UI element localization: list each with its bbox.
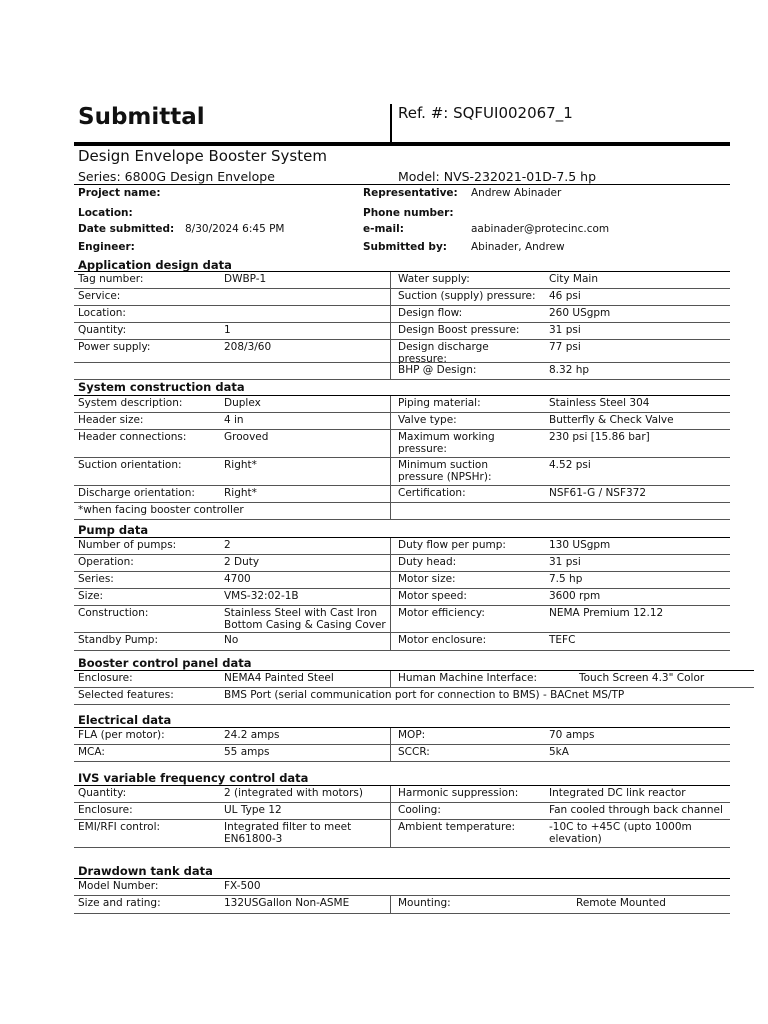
table-cell: 130 USgpm bbox=[549, 539, 611, 551]
table-cell: Butterfly & Check Valve bbox=[549, 414, 674, 426]
table-cell: -10C to +45C (upto 1000m elevation) bbox=[549, 821, 692, 845]
table-cell: Tag number: bbox=[78, 273, 144, 285]
electrical-section-title: Electrical data bbox=[78, 713, 172, 727]
table-cell: 4700 bbox=[224, 573, 251, 585]
table-row bbox=[74, 537, 730, 555]
table-cell: MOP: bbox=[398, 729, 426, 741]
table-row bbox=[74, 363, 730, 380]
table-cell: Ambient temperature: bbox=[398, 821, 516, 833]
model-text: Model: NVS-232021-01D-7.5 hp bbox=[398, 169, 597, 184]
column-divider bbox=[390, 555, 391, 571]
table-cell: Size and rating: bbox=[78, 897, 161, 909]
table-row bbox=[74, 340, 730, 363]
table-cell: Grooved bbox=[224, 431, 269, 443]
column-divider bbox=[390, 323, 391, 339]
table-cell: FLA (per motor): bbox=[78, 729, 165, 741]
tank-table bbox=[74, 878, 730, 914]
pump-section-title: Pump data bbox=[78, 523, 149, 537]
table-cell: Design flow: bbox=[398, 307, 463, 319]
table-cell: Design Boost pressure: bbox=[398, 324, 520, 336]
table-cell: NSF61-G / NSF372 bbox=[549, 487, 647, 499]
table-cell: Minimum suction pressure (NPSHr): bbox=[398, 459, 492, 483]
column-divider bbox=[390, 745, 391, 761]
table-cell: Discharge orientation: bbox=[78, 487, 195, 499]
table-row bbox=[74, 820, 730, 848]
date-submitted-value: 8/30/2024 6:45 PM bbox=[185, 223, 285, 235]
table-cell: Touch Screen 4.3" Color bbox=[579, 672, 705, 684]
table-cell: Cooling: bbox=[398, 804, 441, 816]
table-cell: 46 psi bbox=[549, 290, 581, 302]
table-cell: 1 bbox=[224, 324, 231, 336]
table-row bbox=[74, 572, 730, 589]
table-cell: Design discharge pressure: bbox=[398, 341, 489, 365]
table-cell: BMS Port (serial communication port for connection to BMS) - BACnet MS/TP bbox=[224, 689, 625, 701]
table-row bbox=[74, 803, 730, 820]
table-row bbox=[74, 896, 730, 914]
table-cell: Motor enclosure: bbox=[398, 634, 487, 646]
table-row bbox=[74, 785, 730, 803]
table-cell: Water supply: bbox=[398, 273, 470, 285]
table-cell: Remote Mounted bbox=[576, 897, 666, 909]
table-cell: Integrated DC link reactor bbox=[549, 787, 686, 799]
table-cell: Motor size: bbox=[398, 573, 456, 585]
table-row bbox=[74, 413, 730, 430]
table-cell: Standby Pump: bbox=[78, 634, 158, 646]
column-divider bbox=[390, 503, 391, 519]
table-cell: Stainless Steel 304 bbox=[549, 397, 650, 409]
table-row bbox=[74, 670, 754, 688]
table-cell: Integrated filter to meet EN61800-3 bbox=[224, 821, 352, 845]
table-cell: Selected features: bbox=[78, 689, 174, 701]
table-cell: Certification: bbox=[398, 487, 466, 499]
control-table bbox=[74, 670, 754, 705]
table-cell: NEMA4 Painted Steel bbox=[224, 672, 334, 684]
column-divider bbox=[390, 896, 391, 913]
submitted-by-value: Abinader, Andrew bbox=[471, 241, 565, 253]
table-cell: 70 amps bbox=[549, 729, 595, 741]
table-cell: FX-500 bbox=[224, 880, 261, 892]
table-cell: 230 psi [15.86 bar] bbox=[549, 431, 650, 443]
table-row bbox=[74, 633, 730, 651]
table-cell: Duty head: bbox=[398, 556, 457, 568]
table-cell: System description: bbox=[78, 397, 183, 409]
project-name-label: Project name: bbox=[78, 187, 161, 199]
reference-number: Ref. #: SQFUI002067_1 bbox=[398, 104, 573, 122]
table-cell: *when facing booster controller bbox=[78, 504, 244, 516]
column-divider bbox=[390, 340, 391, 362]
column-divider bbox=[390, 786, 391, 802]
column-divider bbox=[390, 486, 391, 502]
email-label: e-mail: bbox=[363, 223, 404, 235]
table-cell: Right* bbox=[224, 487, 257, 499]
table-row bbox=[74, 878, 730, 896]
column-divider bbox=[390, 306, 391, 322]
column-divider bbox=[390, 396, 391, 412]
table-cell: 7.5 hp bbox=[549, 573, 583, 585]
table-cell: Enclosure: bbox=[78, 804, 133, 816]
table-cell: 24.2 amps bbox=[224, 729, 280, 741]
control-section-title: Booster control panel data bbox=[78, 656, 252, 670]
column-divider bbox=[390, 363, 391, 379]
table-cell: TEFC bbox=[549, 634, 576, 646]
table-cell: 3600 rpm bbox=[549, 590, 601, 602]
table-cell: 260 USgpm bbox=[549, 307, 611, 319]
table-cell: 77 psi bbox=[549, 341, 581, 353]
construction-section-title: System construction data bbox=[78, 380, 245, 394]
table-cell: 31 psi bbox=[549, 556, 581, 568]
table-cell: Header size: bbox=[78, 414, 144, 426]
table-cell: Motor efficiency: bbox=[398, 607, 485, 619]
tank-section-title: Drawdown tank data bbox=[78, 864, 213, 878]
table-cell: 132USGallon Non-ASME bbox=[224, 897, 350, 909]
header-rule bbox=[74, 142, 730, 146]
column-divider bbox=[390, 289, 391, 305]
table-cell: Motor speed: bbox=[398, 590, 467, 602]
table-cell: Right* bbox=[224, 459, 257, 471]
column-divider bbox=[390, 413, 391, 429]
table-cell: Harmonic suppression: bbox=[398, 787, 519, 799]
table-cell: 2 (integrated with motors) bbox=[224, 787, 363, 799]
table-cell: SCCR: bbox=[398, 746, 430, 758]
table-row bbox=[74, 727, 730, 745]
table-row bbox=[74, 589, 730, 606]
pump-table bbox=[74, 537, 730, 651]
header-divider bbox=[390, 104, 392, 142]
table-row bbox=[74, 606, 730, 633]
table-cell: Duplex bbox=[224, 397, 261, 409]
electrical-table bbox=[74, 727, 730, 762]
table-row bbox=[74, 745, 730, 762]
table-cell: Power supply: bbox=[78, 341, 151, 353]
submitted-by-label: Submitted by: bbox=[363, 241, 447, 253]
application-table bbox=[74, 271, 730, 380]
table-row bbox=[74, 430, 730, 458]
application-section-title: Application design data bbox=[78, 258, 232, 272]
representative-value: Andrew Abinader bbox=[471, 187, 562, 199]
table-cell: Fan cooled through back channel bbox=[549, 804, 723, 816]
table-cell: Human Machine Interface: bbox=[398, 672, 538, 684]
table-cell: 5kA bbox=[549, 746, 569, 758]
column-divider bbox=[390, 430, 391, 457]
table-cell: Quantity: bbox=[78, 787, 127, 799]
table-row bbox=[74, 306, 730, 323]
table-row bbox=[74, 323, 730, 340]
table-cell: 2 Duty bbox=[224, 556, 260, 568]
table-cell: Enclosure: bbox=[78, 672, 133, 684]
table-row bbox=[74, 458, 730, 486]
column-divider bbox=[390, 671, 391, 687]
representative-label: Representative: bbox=[363, 187, 458, 199]
table-cell: Suction orientation: bbox=[78, 459, 182, 471]
table-row bbox=[74, 688, 730, 705]
table-cell: Location: bbox=[78, 307, 126, 319]
table-cell: DWBP-1 bbox=[224, 273, 267, 285]
engineer-label: Engineer: bbox=[78, 241, 135, 253]
table-cell: Valve type: bbox=[398, 414, 457, 426]
series-text: Series: 6800G Design Envelope bbox=[78, 169, 275, 184]
table-cell: 55 amps bbox=[224, 746, 270, 758]
table-cell: Mounting: bbox=[398, 897, 451, 909]
table-cell: Header connections: bbox=[78, 431, 187, 443]
table-cell: Duty flow per pump: bbox=[398, 539, 506, 551]
table-row bbox=[74, 555, 730, 572]
email-value: aabinader@protecinc.com bbox=[471, 223, 610, 235]
table-row bbox=[74, 271, 730, 289]
table-row bbox=[74, 395, 730, 413]
table-cell: 2 bbox=[224, 539, 231, 551]
table-cell: City Main bbox=[549, 273, 598, 285]
table-cell: 8.32 hp bbox=[549, 364, 590, 376]
table-cell: Piping material: bbox=[398, 397, 481, 409]
table-cell: EMI/RFI control: bbox=[78, 821, 161, 833]
date-submitted-label: Date submitted: bbox=[78, 223, 175, 235]
table-cell: No bbox=[224, 634, 239, 646]
construction-table bbox=[74, 395, 730, 520]
table-cell: Number of pumps: bbox=[78, 539, 177, 551]
table-cell: Stainless Steel with Cast Iron Bottom Casing & Casing Cover bbox=[224, 607, 386, 631]
table-cell: Series: bbox=[78, 573, 114, 585]
table-row bbox=[74, 289, 730, 306]
location-label: Location: bbox=[78, 207, 133, 219]
table-cell: 208/3/60 bbox=[224, 341, 272, 353]
column-divider bbox=[390, 803, 391, 819]
table-cell: VMS-32:02-1B bbox=[224, 590, 299, 602]
header-underline bbox=[74, 184, 730, 185]
table-cell: BHP @ Design: bbox=[398, 364, 477, 376]
document-subtitle: Design Envelope Booster System bbox=[78, 147, 327, 165]
page-title: Submittal bbox=[78, 104, 205, 130]
column-divider bbox=[390, 633, 391, 650]
table-cell: Construction: bbox=[78, 607, 149, 619]
table-row bbox=[74, 503, 730, 520]
table-cell: Size: bbox=[78, 590, 104, 602]
table-cell: Maximum working pressure: bbox=[398, 431, 495, 455]
table-cell: Quantity: bbox=[78, 324, 127, 336]
column-divider bbox=[390, 589, 391, 605]
table-cell: Suction (supply) pressure: bbox=[398, 290, 536, 302]
column-divider bbox=[390, 606, 391, 632]
column-divider bbox=[390, 458, 391, 485]
column-divider bbox=[390, 538, 391, 554]
table-cell: NEMA Premium 12.12 bbox=[549, 607, 664, 619]
column-divider bbox=[390, 572, 391, 588]
table-cell: UL Type 12 bbox=[224, 804, 282, 816]
column-divider bbox=[390, 272, 391, 288]
column-divider bbox=[390, 820, 391, 847]
table-cell: Service: bbox=[78, 290, 121, 302]
phone-label: Phone number: bbox=[363, 207, 454, 219]
table-cell: 31 psi bbox=[549, 324, 581, 336]
table-cell: MCA: bbox=[78, 746, 105, 758]
column-divider bbox=[390, 728, 391, 744]
table-cell: 4 in bbox=[224, 414, 244, 426]
ivs-table bbox=[74, 785, 730, 848]
table-cell: 4.52 psi bbox=[549, 459, 591, 471]
table-cell: Operation: bbox=[78, 556, 134, 568]
table-row bbox=[74, 486, 730, 503]
table-cell: Model Number: bbox=[78, 880, 159, 892]
ivs-section-title: IVS variable frequency control data bbox=[78, 771, 309, 785]
